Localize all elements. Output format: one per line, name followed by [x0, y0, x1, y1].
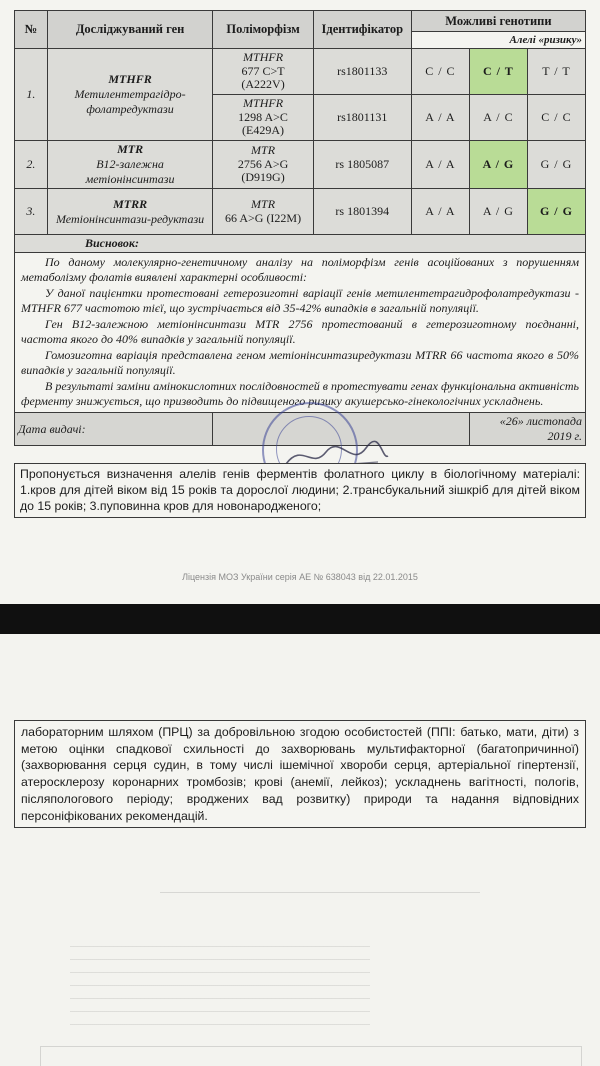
- gene-description: Метилентетрагідро-фолатредуктази: [74, 87, 186, 116]
- table-row: [15, 141, 586, 189]
- genotype-table: [14, 10, 586, 446]
- gene-name: MTHFR: [108, 72, 152, 86]
- faded-background-box: [40, 1046, 582, 1066]
- identifier-cell: rs 1801394: [313, 189, 411, 235]
- gene-name: MTR: [117, 142, 144, 156]
- poly-line: (E429A): [242, 123, 285, 138]
- report-page-2: [0, 634, 600, 1066]
- table-row: [15, 49, 586, 95]
- gene-description: В12-залежна метіонінсинтази: [85, 157, 175, 186]
- genotype-cell: A / A: [411, 95, 469, 141]
- header-gene: Досліджуваний ген: [47, 11, 213, 49]
- gene-cell: [47, 189, 213, 235]
- date-value: «26» листопада 2019 г.: [469, 413, 585, 446]
- gene-description: Метіонінсинтази-редуктази: [55, 211, 205, 226]
- poly-line: MTR: [251, 142, 276, 157]
- poly-line: 677 C>T: [241, 63, 285, 78]
- genotype-cell: A / C: [469, 95, 527, 141]
- conclusion-paragraph: Ген В12-залежною метіонінсинтази MTR 2756 протестований в гетерозиготному поєднанні, частота якого до 40% випадків у загальній популяції.: [21, 317, 579, 346]
- row-number: 1.: [15, 49, 48, 141]
- continuation-text-box: лабораторним шляхом (ПРЦ) за добровільною згодою особистостей (ППІ: батько, мати, діти) з метою оцінки спадкової схильності до захворювань мультифакторної (багатопричинної) (захворювання серця судин, в тому числі ішемічної хвороби серця, артеріальної гіпертензії, атеросклерозу коронарних тромбозів; крові (анемії, лейкоз); ускладнень вагітності, пологів, післяпологового періоду; вроджених вад розвитку) природи та надання відповідних персоніфікованих рекомендацій.: [14, 720, 586, 828]
- gene-cell: [47, 141, 213, 189]
- polymorphism-cell: [213, 141, 313, 189]
- page-separator: [0, 604, 600, 634]
- poly-line: 1298 A>C: [238, 109, 288, 124]
- conclusion-paragraph: По даному молекулярно-генетичному аналізу на поліморфізм генів асоційованих з порушенням метаболізму фолатів виявлені характерні особливості:: [21, 255, 579, 284]
- identifier-cell: rs1801133: [313, 49, 411, 95]
- conclusion-paragraph: В результаті заміни амінокислотних послідовностей в протестувати генах функціональна активність ферменту знижується, що призводить до підвищеного ризику акушерсько-гінекологічних ускладнень.: [21, 379, 579, 408]
- polymorphism-cell: [213, 95, 313, 141]
- genotype-cell: G / G: [527, 141, 585, 189]
- date-label: Дата видачі:: [15, 413, 213, 446]
- genotype-cell: A / G: [469, 189, 527, 235]
- license-footer: Ліцензія МОЗ України серія АЕ № 638043 від 22.01.2015: [182, 572, 418, 582]
- genotype-cell-highlighted: A / G: [469, 141, 527, 189]
- row-number: 2.: [15, 141, 48, 189]
- conclusion-paragraph: У даної пацієнтки протестовані гетерозиготні варіації генів метилентетрагидрофолатредуктази - MTHFR 677 частотою тієї, що зустрічається від 35-42% випадків в загальній популяції.: [21, 286, 579, 315]
- poly-line: MTHFR: [243, 95, 284, 110]
- genotype-cell-highlighted: G / G: [527, 189, 585, 235]
- gene-cell: [47, 49, 213, 141]
- poly-line: 66 A>G (I22M): [225, 210, 302, 225]
- faded-background-block: [160, 892, 480, 907]
- header-risk-alleles: Алелі «ризику»: [411, 32, 585, 49]
- genotype-cell: A / A: [411, 189, 469, 235]
- poly-line: MTHFR: [243, 49, 284, 64]
- genotype-cell-highlighted: C / T: [469, 49, 527, 95]
- header-polymorphism: Поліморфізм: [213, 11, 313, 49]
- header-identifier: Ідентифікатор: [313, 11, 411, 49]
- row-number: 3.: [15, 189, 48, 235]
- polymorphism-cell: [213, 189, 313, 235]
- poly-line: 2756 A>G: [237, 156, 289, 171]
- conclusion-paragraph: Гомозиготна варіація представлена геном метіонінсинтазиредуктази MTRR 66 частота якого в 50% випадків у загальній популяції.: [21, 348, 579, 377]
- identifier-cell: rs1801131: [313, 95, 411, 141]
- genotype-cell: C / C: [411, 49, 469, 95]
- genotype-cell: T / T: [527, 49, 585, 95]
- identifier-cell: rs 1805087: [313, 141, 411, 189]
- poly-line: (A222V): [241, 77, 285, 92]
- table-header-row: [15, 11, 586, 32]
- poly-line: MTR: [251, 196, 276, 211]
- conclusion-text: [15, 253, 586, 413]
- header-genotypes: Можливі генотипи: [411, 11, 585, 32]
- faded-background-lines: [70, 934, 370, 1034]
- polymorphism-cell: [213, 49, 313, 95]
- gene-name: MTRR: [113, 196, 148, 211]
- table-row: [15, 189, 586, 235]
- conclusion-title: Висновок:: [15, 235, 586, 253]
- offer-text-box: Пропонується визначення алелів генів ферментів фолатного циклу в біологічному матеріалі: 1.кров для дітей віком від 15 років та дорослої людини; 2.трансбукальний зішкріб для дітей віком до 15 років; 3.пуповинна кров для новонародженого;: [14, 463, 586, 518]
- header-num: №: [15, 11, 48, 49]
- poly-line: (D919G): [241, 170, 285, 185]
- genotype-cell: C / C: [527, 95, 585, 141]
- genotype-cell: A / A: [411, 141, 469, 189]
